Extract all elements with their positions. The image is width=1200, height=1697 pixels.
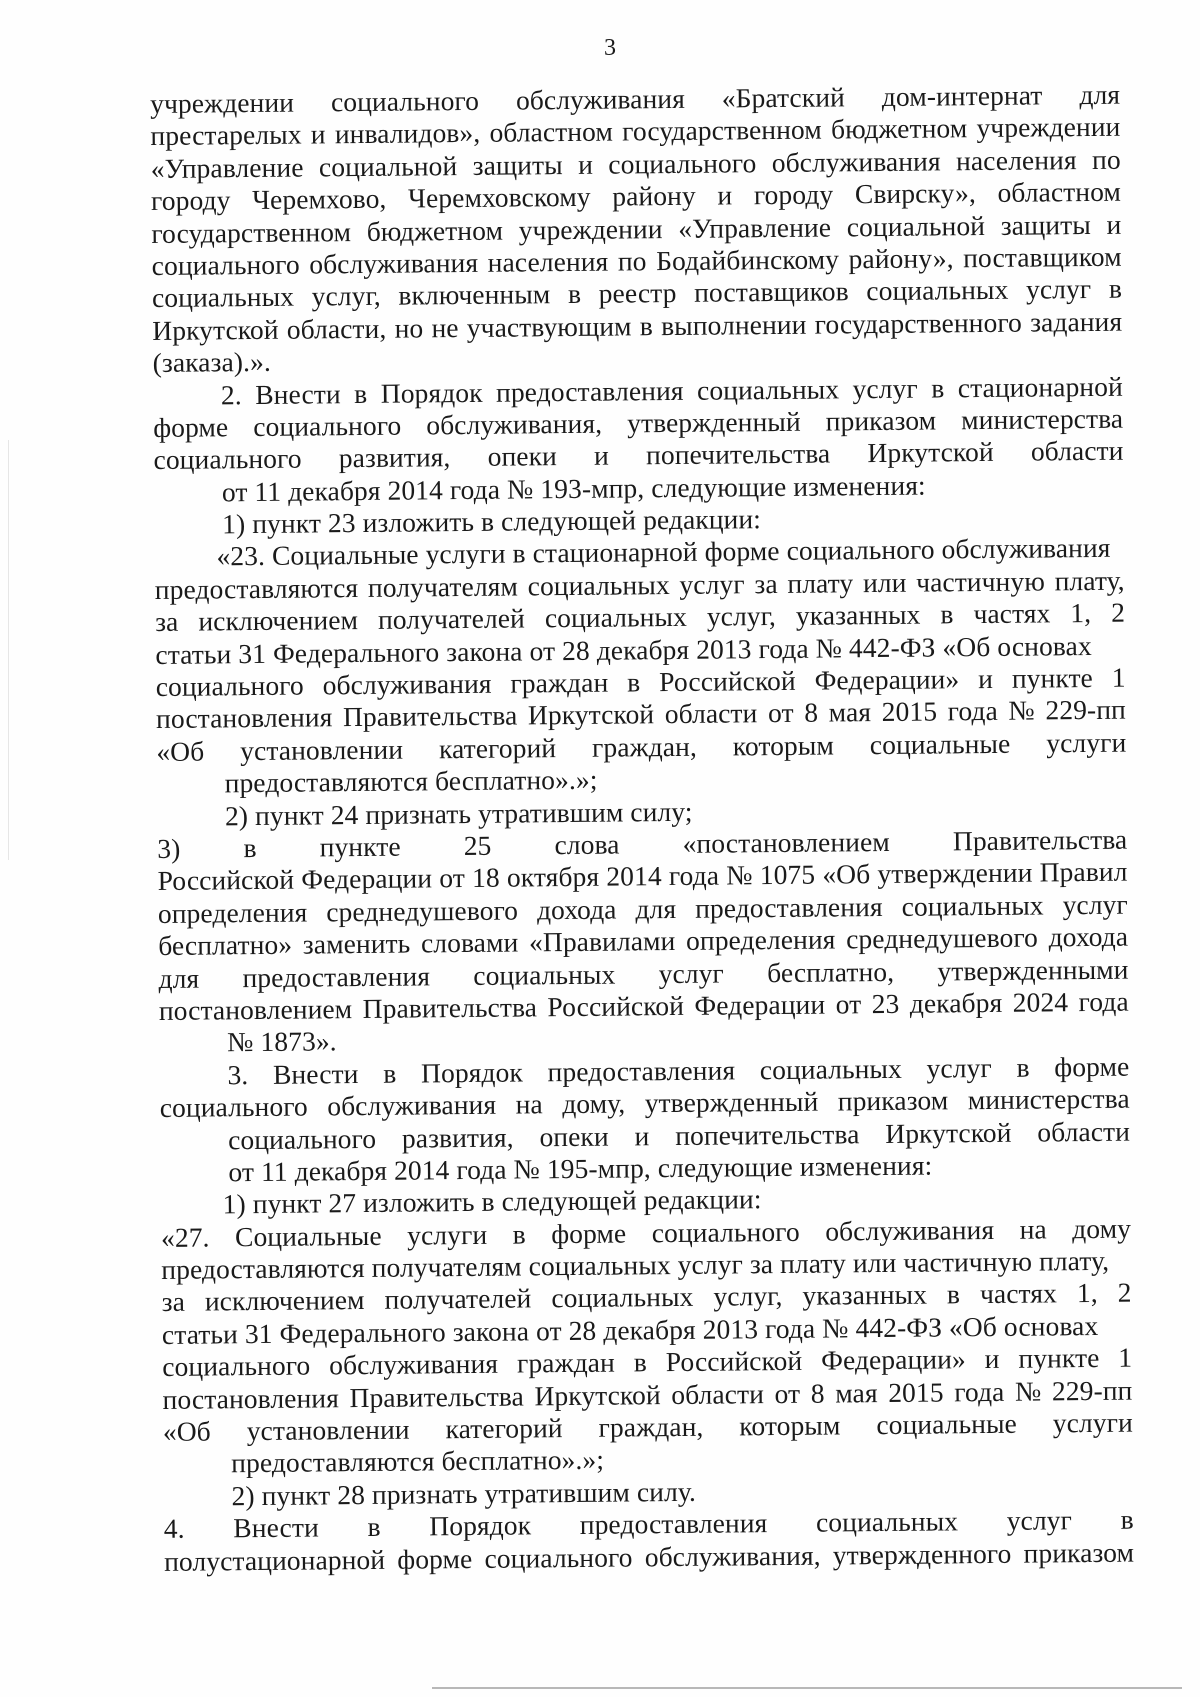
document-word: «Управление: [150, 151, 304, 184]
document-word: но: [394, 312, 424, 344]
document-word: обслуживания: [771, 145, 941, 178]
document-word: и: [634, 1119, 650, 1151]
document-word: Федерации»: [821, 1343, 966, 1376]
document-word: престарелых: [150, 118, 302, 152]
document-word: в: [512, 1218, 526, 1250]
document-word: бесплатно,: [766, 955, 895, 988]
document-word: Внести: [233, 1511, 319, 1544]
document-word: граждан,: [598, 1410, 704, 1443]
document-word: утверждении: [877, 856, 1033, 890]
document-word: попечительства: [645, 437, 831, 471]
document-word: учреждении: [976, 111, 1121, 144]
document-word: услуг: [852, 372, 918, 404]
document-word: дохода: [536, 893, 617, 926]
document-word: социальные: [876, 1407, 1018, 1441]
document-word: области: [1037, 1115, 1131, 1148]
document-word: «Братский: [721, 81, 846, 114]
document-word: 2015: [881, 695, 938, 728]
document-word: дом-интернат: [881, 79, 1043, 112]
document-word: учреждении: [518, 212, 663, 246]
document-word: 8: [810, 1377, 825, 1409]
document-word: услуги: [1046, 726, 1127, 759]
page-bottom-rule: [432, 1687, 1182, 1689]
document-word: за: [754, 567, 778, 600]
document-word: мая: [828, 696, 872, 728]
document-word: услуг,: [713, 1280, 783, 1313]
document-word: которым: [739, 1409, 841, 1442]
document-word: обслуживания: [309, 246, 479, 280]
document-word: услуг: [1006, 1504, 1073, 1537]
document-word: предоставления: [694, 890, 883, 924]
document-word: поставщиков: [693, 275, 849, 309]
document-word: от: [767, 697, 794, 729]
document-word: и: [577, 148, 594, 180]
document-word: которым: [732, 729, 835, 762]
document-word: за: [161, 1286, 186, 1318]
document-word: дому,: [562, 1087, 626, 1120]
document-word: защиты: [472, 148, 563, 181]
document-word: социальных: [696, 372, 840, 406]
document-word: Федерации: [301, 862, 433, 895]
document-word: в: [931, 371, 945, 404]
document-word: граждан: [516, 1346, 615, 1379]
document-word: 2: [1110, 596, 1126, 629]
document-word: для: [635, 892, 677, 925]
document-word: социальных: [901, 889, 1044, 922]
document-word: дому: [1072, 1212, 1132, 1244]
document-word: бюджетном: [366, 214, 504, 247]
document-word: областном: [489, 115, 614, 149]
document-word: социального: [253, 409, 402, 442]
document-word: в: [567, 278, 582, 310]
document-word: заменить: [302, 927, 411, 960]
document-word: и: [1106, 208, 1122, 240]
document-word: или: [862, 566, 907, 599]
document-word: Порядок: [380, 376, 483, 409]
document-word: защиты: [1000, 208, 1091, 241]
document-word: для: [158, 962, 200, 994]
document-word: для: [1079, 78, 1121, 111]
document-word: обслуживания,: [426, 407, 603, 441]
document-line: 1) пункт 27 изложить в следующей редакции:: [222, 1183, 762, 1220]
document-word: государственном: [151, 215, 352, 249]
document-word: мая: [835, 1376, 878, 1409]
document-word: городу: [150, 184, 231, 217]
document-word: «Управление: [678, 211, 832, 244]
document-word: стационарной: [957, 370, 1123, 403]
document-word: «Об: [822, 858, 871, 890]
document-word: за: [154, 606, 179, 638]
document-word: Иркутской: [152, 313, 279, 346]
document-word: попечительства: [675, 1117, 860, 1151]
document-word: определения: [157, 896, 308, 929]
document-word: Правительства: [349, 1380, 525, 1413]
document-word: реестр: [598, 277, 677, 310]
document-word: обслуживания: [515, 82, 686, 116]
document-line: 2) пункт 28 признать утратившим силу.: [231, 1475, 697, 1512]
document-word: 2014: [606, 860, 662, 893]
document-word: дохода: [1048, 920, 1129, 953]
document-word: и: [593, 439, 610, 472]
document-word: социальной: [846, 209, 986, 242]
document-word: социального: [159, 1090, 308, 1124]
document-word: Российской: [157, 864, 295, 897]
document-word: Порядок: [420, 1056, 523, 1089]
document-word: №: [726, 859, 753, 891]
document-word: Правительства: [362, 991, 538, 1024]
document-word: пункте: [1018, 1342, 1100, 1374]
document-word: предоставления: [242, 959, 431, 993]
document-word: граждан,: [591, 730, 698, 763]
document-word: в: [627, 666, 641, 698]
document-word: социального: [651, 1215, 800, 1248]
document-word: Внести: [272, 1057, 359, 1090]
document-word: №: [1008, 694, 1035, 727]
document-word: инвалидов»,: [334, 117, 481, 150]
document-word: слова: [554, 828, 620, 861]
document-word: областном: [997, 175, 1122, 209]
document-word: обслуживания: [329, 1347, 499, 1381]
document-word: 1,: [1076, 1277, 1098, 1309]
document-word: социальных: [759, 1052, 903, 1085]
document-word: опеки: [539, 1120, 609, 1152]
document-word: услуг: [658, 957, 724, 989]
document-word: в: [1016, 1051, 1030, 1083]
document-word: пункте: [1011, 662, 1094, 694]
document-word: в: [639, 309, 654, 342]
document-word: года: [954, 1375, 1005, 1407]
document-word: «Об: [162, 1415, 211, 1447]
document-word: государственного: [814, 306, 1023, 340]
document-word: социальных: [151, 280, 295, 314]
document-word: утвержденный: [626, 405, 801, 439]
document-line: предоставляются бесплатно».»;: [231, 1444, 605, 1479]
document-word: в: [383, 1057, 397, 1089]
document-line: предоставляются получателям социальных услуг за плату или частичную плату,: [161, 1244, 1110, 1286]
document-word: области,: [286, 312, 387, 345]
document-word: 4.: [163, 1512, 185, 1545]
document-word: 2: [1117, 1277, 1132, 1309]
document-word: граждан: [510, 666, 609, 699]
document-word: словами: [420, 926, 519, 959]
document-line: 2) пункт 24 признать утратившим силу;: [224, 795, 693, 831]
document-word: постановления: [162, 1381, 340, 1415]
document-line: от 11 декабря 2014 года № 193-мпр, следующие изменения:: [221, 469, 926, 508]
document-word: среднедушевого: [326, 894, 519, 928]
document-line: предоставляются бесплатно».»;: [224, 763, 598, 799]
document-word: получателей: [384, 1282, 532, 1316]
document-word: развития,: [338, 441, 451, 474]
document-word: развития,: [401, 1121, 514, 1154]
document-word: и: [984, 1343, 1000, 1375]
document-word: «Правилами: [528, 925, 676, 958]
document-word: обслуживания: [322, 667, 492, 701]
document-word: в: [1120, 1503, 1134, 1535]
document-word: в: [243, 831, 257, 864]
document-word: в: [940, 598, 954, 630]
document-word: по: [617, 245, 647, 277]
document-word: участвующим: [466, 310, 632, 343]
document-word: «Об: [156, 735, 205, 767]
document-word: Бодайбинскому: [655, 243, 840, 277]
document-word: социального: [162, 1349, 311, 1383]
document-word: приказом: [825, 404, 937, 437]
document-word: 229-пп: [1045, 694, 1127, 726]
document-word: декабря: [909, 986, 1003, 1019]
document-line: «23. Социальные услуги в стационарной форме социального обслуживания: [216, 532, 1111, 572]
document-word: Порядок: [429, 1509, 532, 1542]
document-word: населения: [955, 143, 1077, 177]
document-word: 1075: [759, 859, 816, 891]
document-word: Иркутской: [527, 698, 655, 731]
document-word: области: [671, 1377, 765, 1410]
scan-edge-mark: [8, 440, 9, 860]
document-word: социальных: [544, 601, 688, 634]
document-word: полустационарной: [163, 1543, 386, 1577]
document-word: задания: [1029, 305, 1123, 338]
document-word: форме: [1054, 1050, 1130, 1083]
document-word: категорий: [445, 1412, 563, 1445]
document-word: услуг: [1062, 888, 1128, 921]
document-word: Иркутской: [534, 1378, 661, 1411]
document-word: Черемхово,: [251, 182, 387, 216]
document-word: министерства: [961, 402, 1124, 436]
document-word: предоставляются: [154, 571, 359, 605]
document-word: предоставления: [547, 1054, 736, 1087]
document-word: 8: [804, 697, 819, 729]
document-word: 18: [471, 862, 500, 894]
document-word: 25: [463, 829, 492, 862]
document-word: бюджетном: [830, 112, 968, 145]
document-word: 1: [1111, 661, 1126, 693]
document-word: району»,: [848, 242, 954, 275]
document-word: 3.: [227, 1058, 249, 1091]
document-word: и: [978, 662, 994, 695]
document-word: Федерации»: [814, 663, 960, 696]
document-word: Российской: [659, 664, 796, 698]
document-word: среднедушевого: [845, 921, 1039, 955]
document-word: приказом: [837, 1084, 949, 1117]
document-word: Внести: [255, 377, 341, 410]
document-word: Социальные: [234, 1219, 382, 1252]
document-word: учреждении: [150, 86, 295, 119]
document-word: частичную: [916, 565, 1046, 598]
document-word: городу: [753, 178, 834, 211]
document-word: государственном: [622, 113, 822, 147]
document-word: не: [431, 311, 459, 344]
document-word: приказом: [1023, 1536, 1135, 1569]
document-word: утвержденными: [937, 953, 1129, 987]
document-word: получателей: [377, 602, 526, 636]
document-word: в: [354, 377, 368, 409]
document-word: услуги: [407, 1218, 488, 1251]
document-word: району: [612, 179, 696, 212]
document-word: постановлением: [158, 993, 353, 1026]
document-word: форме: [551, 1217, 627, 1249]
document-body: [150, 79, 1134, 1578]
document-word: поставщиком: [963, 240, 1122, 274]
document-word: услуг: [679, 568, 745, 600]
document-word: социального: [484, 1541, 633, 1574]
document-word: утвержденного: [832, 1537, 1012, 1571]
document-word: бесплатно»: [158, 928, 293, 962]
document-word: Российской: [665, 1345, 803, 1378]
document-word: социального: [330, 84, 480, 118]
document-word: социальных: [815, 1505, 959, 1538]
document-word: на: [515, 1088, 543, 1120]
document-word: 1,: [1070, 597, 1092, 629]
document-word: и: [310, 118, 326, 150]
document-word: в: [1108, 273, 1123, 305]
document-word: категорий: [438, 731, 557, 765]
document-word: частях: [979, 1277, 1058, 1310]
document-word: определения: [685, 923, 836, 957]
document-word: социальных: [473, 958, 616, 991]
document-word: установлении: [240, 733, 404, 766]
document-word: утвержденный: [644, 1085, 819, 1119]
document-word: 3): [157, 832, 181, 864]
document-line: № 1873».: [227, 1025, 337, 1058]
document-word: Правительства: [952, 823, 1128, 857]
document-word: исключением: [198, 604, 359, 637]
document-word: обслуживания: [825, 1213, 995, 1247]
document-word: от: [774, 1377, 801, 1409]
document-word: социального: [608, 146, 757, 180]
document-word: предоставления: [579, 1507, 768, 1541]
document-word: плату: [787, 567, 854, 599]
page-number: 3: [604, 35, 616, 61]
document-line: статьи 31 Федерального закона от 28 декабря 2013 года № 442-ФЗ «Об основах: [155, 629, 1092, 670]
document-word: обслуживания,: [644, 1539, 821, 1572]
document-word: 2024: [1012, 986, 1069, 1018]
document-word: Правительства: [342, 699, 518, 733]
document-line: 1) пункт 23 изложить в следующей редакции:: [222, 503, 762, 540]
document-word: от: [835, 988, 862, 1020]
document-word: обслуживания: [327, 1088, 497, 1122]
document-word: социальных: [527, 568, 670, 602]
document-word: услуг,: [706, 600, 777, 632]
document-word: указанных: [802, 1279, 928, 1312]
document-word: указанных: [795, 598, 921, 632]
document-word: плату,: [1054, 564, 1125, 597]
document-word: области: [664, 697, 758, 730]
document-word: на: [1019, 1213, 1047, 1245]
document-word: Свирску»,: [854, 177, 976, 210]
document-word: предоставления: [495, 374, 684, 408]
document-word: «27.: [160, 1221, 210, 1253]
document-word: социальных: [551, 1281, 694, 1314]
document-word: от: [439, 862, 466, 894]
document-word: 23: [871, 987, 900, 1020]
document-word: №: [1014, 1375, 1042, 1407]
document-word: исключением: [204, 1284, 365, 1317]
document-word: выполнении: [660, 308, 807, 341]
document-line: от 11 декабря 2014 года № 195-мпр, следующие изменения:: [228, 1149, 933, 1188]
document-word: социальных: [866, 274, 1009, 307]
document-word: области: [1030, 434, 1124, 467]
document-word: услуг: [926, 1051, 992, 1084]
document-word: Российской: [547, 989, 685, 1023]
document-line: статьи 31 Федерального закона от 28 декабря 2013 года № 442-ФЗ «Об основах: [161, 1309, 1099, 1350]
document-word: в: [367, 1511, 381, 1543]
document-word: социального: [227, 1122, 377, 1155]
document-word: включенным: [398, 278, 551, 311]
document-word: социального: [153, 442, 302, 476]
document-word: и: [717, 179, 733, 211]
document-word: Иркутской: [885, 1116, 1012, 1149]
document-word: населения: [487, 245, 609, 278]
document-word: социального: [155, 669, 304, 703]
document-word: форме: [397, 1542, 473, 1575]
document-line: (заказа).».: [152, 345, 271, 379]
document-word: частях: [973, 597, 1051, 630]
document-word: опеки: [487, 440, 558, 473]
document-word: Черемховскому: [407, 180, 591, 214]
document-word: министерства: [967, 1082, 1130, 1116]
document-word: октября: [506, 861, 600, 893]
document-word: Правил: [1039, 856, 1128, 888]
document-word: социальные: [869, 727, 1011, 760]
document-word: пункте: [319, 830, 401, 863]
document-word: в: [946, 1278, 961, 1310]
document-word: 2.: [220, 378, 242, 410]
document-word: 2015: [888, 1376, 944, 1408]
document-word: социальной: [318, 149, 458, 183]
document-word: Иркутской: [867, 436, 994, 469]
document-word: социального: [151, 248, 300, 281]
document-word: Федерации: [694, 988, 826, 1021]
document-word: 1: [1118, 1341, 1133, 1373]
document-word: года: [947, 695, 999, 727]
document-word: года: [668, 859, 720, 892]
document-word: «постановлением: [682, 825, 890, 859]
document-word: услуг,: [311, 280, 381, 312]
document-word: 229-пп: [1051, 1374, 1133, 1407]
document-word: установлении: [246, 1413, 410, 1447]
document-word: получателям: [367, 570, 519, 603]
document-word: по: [1091, 143, 1121, 175]
document-word: постановления: [155, 701, 333, 735]
document-word: услуг: [1025, 273, 1092, 305]
document-word: года: [1078, 985, 1129, 1018]
document-word: форме: [153, 411, 229, 443]
document-word: услуги: [1052, 1406, 1133, 1439]
document-word: в: [633, 1346, 647, 1378]
